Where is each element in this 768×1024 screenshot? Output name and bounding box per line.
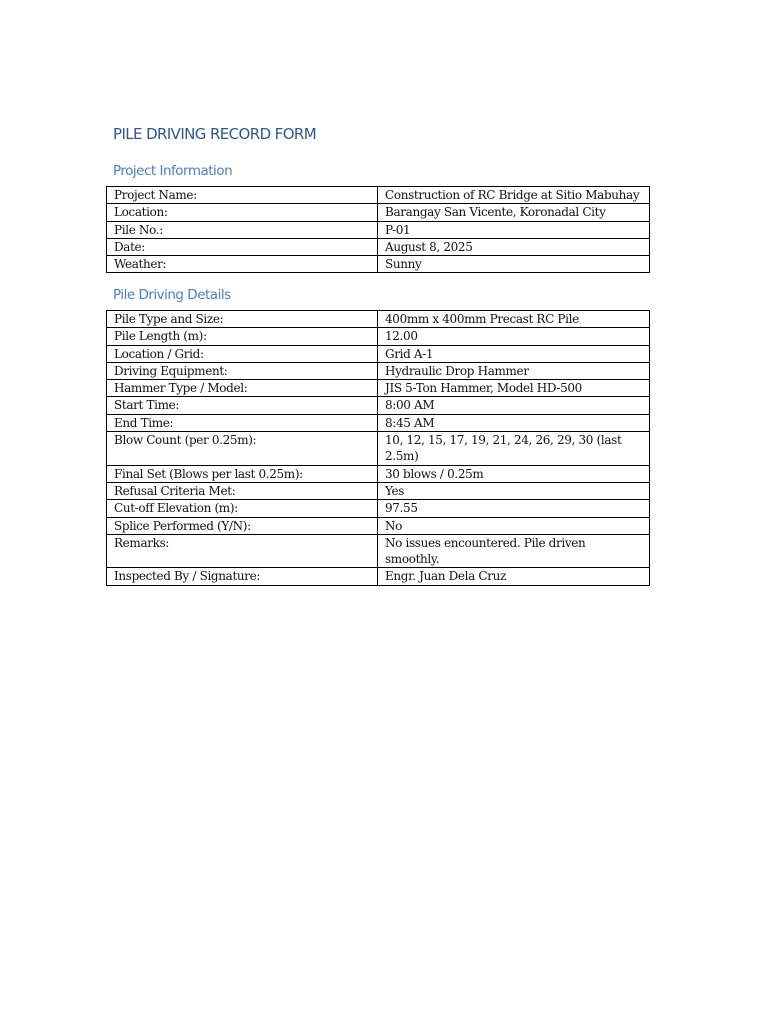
table-row (107, 238, 650, 255)
row-label: Date: (107, 238, 378, 255)
row-label: Blow Count (per 0.25m): (107, 432, 378, 466)
table-row (107, 482, 650, 499)
table-row (107, 311, 650, 328)
table-row (107, 397, 650, 414)
table-row (107, 432, 650, 466)
row-value: No (378, 517, 650, 534)
row-value: 400mm x 400mm Precast RC Pile (378, 311, 650, 328)
row-label: Driving Equipment: (107, 362, 378, 379)
row-value: Hydraulic Drop Hammer (378, 362, 650, 379)
table-row (107, 534, 650, 568)
row-value: 30 blows / 0.25m (378, 465, 650, 482)
row-label: Location: (107, 204, 378, 221)
row-label: End Time: (107, 414, 378, 431)
table-row (107, 187, 650, 204)
row-value: 8:00 AM (378, 397, 650, 414)
pile-driving-details-table (106, 310, 650, 586)
project-information-table (106, 186, 650, 273)
row-value: Grid A-1 (378, 345, 650, 362)
table-row (107, 380, 650, 397)
row-label: Refusal Criteria Met: (107, 482, 378, 499)
table-row (107, 345, 650, 362)
row-label: Splice Performed (Y/N): (107, 517, 378, 534)
row-value: August 8, 2025 (378, 238, 650, 255)
row-value: Engr. Juan Dela Cruz (378, 568, 650, 585)
table-row (107, 204, 650, 221)
row-value: 10, 12, 15, 17, 19, 21, 24, 26, 29, 30 (last 2.5m) (378, 432, 650, 466)
row-value: Yes (378, 482, 650, 499)
table-row (107, 221, 650, 238)
row-label: Weather: (107, 256, 378, 273)
document-title: PILE DRIVING RECORD FORM (113, 125, 317, 143)
row-value: 8:45 AM (378, 414, 650, 431)
table-row (107, 256, 650, 273)
row-label: Hammer Type / Model: (107, 380, 378, 397)
row-label: Pile Length (m): (107, 328, 378, 345)
table-row (107, 568, 650, 585)
table-row (107, 517, 650, 534)
row-value: JIS 5-Ton Hammer, Model HD-500 (378, 380, 650, 397)
row-label: Final Set (Blows per last 0.25m): (107, 465, 378, 482)
table-row (107, 500, 650, 517)
row-value: Barangay San Vicente, Koronadal City (378, 204, 650, 221)
row-label: Cut-off Elevation (m): (107, 500, 378, 517)
section-heading-project-information: Project Information (113, 163, 233, 179)
row-label: Remarks: (107, 534, 378, 568)
table-row (107, 362, 650, 379)
section-heading-pile-driving-details: Pile Driving Details (113, 287, 231, 303)
row-label: Project Name: (107, 187, 378, 204)
row-label: Pile No.: (107, 221, 378, 238)
table-row (107, 414, 650, 431)
row-value: 12.00 (378, 328, 650, 345)
row-value: Construction of RC Bridge at Sitio Mabuhay (378, 187, 650, 204)
table-row (107, 465, 650, 482)
row-value: P-01 (378, 221, 650, 238)
row-label: Location / Grid: (107, 345, 378, 362)
row-label: Pile Type and Size: (107, 311, 378, 328)
row-value: Sunny (378, 256, 650, 273)
row-value: No issues encountered. Pile driven smoothly. (378, 534, 650, 568)
table-row (107, 328, 650, 345)
row-value: 97.55 (378, 500, 650, 517)
row-label: Start Time: (107, 397, 378, 414)
row-label: Inspected By / Signature: (107, 568, 378, 585)
